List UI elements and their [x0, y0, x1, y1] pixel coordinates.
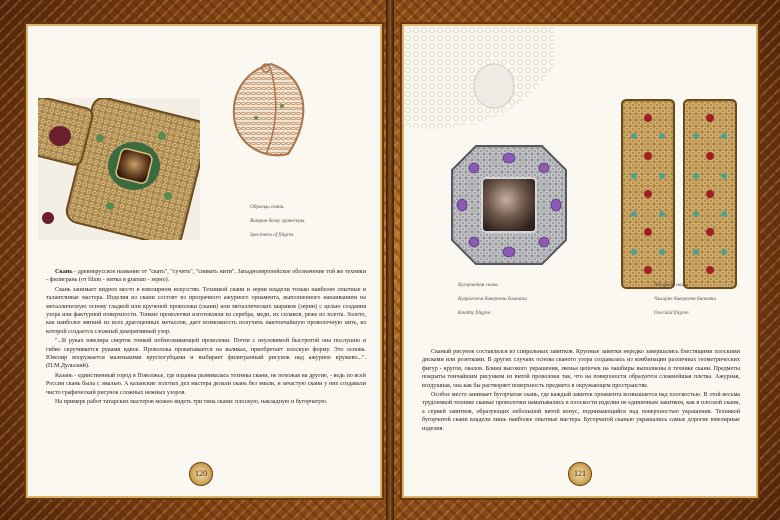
right-paragraph: Сканый рисунок составлялся из спиральных завитков. Крупные завитки нередко завершались блестящими плоскими дисками или розетками. В других случаях основа сканого узора создавалась из комбинации различных геометрических фигур - кругов, овалов. Блики высокого украшения, звенья цепочек на чашбиры выполнены в технике скани. Предметы покрыты тончайшим рисунком из витой проволоки так, что на поверхности образуется сложнейшая плетка. Ажурная, воздушная, она как бы растворяет поверхность предмета в окружающем пространстве. — [422, 349, 740, 389]
right-caption-4: Ажурная скань. — [654, 282, 690, 288]
belt-panels-photo — [618, 96, 742, 292]
left-paragraph: Скань занимает видное место в ювелирном искусстве. Техникой скани и зерни владели только наиболее опытные и талантливые мастера. Изделия из скани состоят из прозрачного ажурного орнамента, выполненного напаиванием на металлическую основу гладкой или крученой проволоки (скани) или металлических шариков (зерни) с целью создания узора или фактурной поверхности. Тонкие проволочки изготовляли из серебра, меди, их сплавов, реже из золота. Золото, как наиболее мягкий из всех драгоценных металлов, дает возможность получить наитончайшую проволочную нить, из которой создается сложный декоративный узор. — [46, 286, 366, 335]
bracelet-photo — [38, 98, 200, 240]
left-body-text — [46, 268, 366, 408]
left-paragraph: Казань - единственный город в Поволжье, где издавна развивалась техника скани, не похожая на другие, - ведь по всей России скань была с эмалью. А казанские золотых дел мастера делали скань без эмали, и зачастую скани у них создавали чисто графический рисунок сложных нежных узоров. — [46, 372, 366, 396]
left-paragraph: Скань - древнерусское название от "скать", "сучить", "свивать нити". Западноевропейское обозначение той же техники - филигрань (от filum - нитка и granum - зерно). — [46, 269, 366, 284]
left-paragraph: "...В руках ювелира сверток тонкой поблескивающей проволоки. Почти с неуловимой быстротой она послушно и гибко скручивается руками вдвое. Проволока прокатывается на валиках, приобретает плоскую форму. Это основа. Ювелир вооружается маленькими круглогубцами и выбирает филигранный рисунок над ажурное кружево...". (П.М.Дульский). — [46, 338, 366, 370]
page-number-left: 120 — [189, 462, 213, 486]
right-paragraph: Особое место занимает бугорчатая скань, где каждый завиток орнамента возвышается над плоскостью. В этой весьма трудоемкой технике сканые проволочки наматывались в плоскости изделия не единичным завитком, как в плоской скани, а серией завитков, образующих небольшой витой конус, поднимающийся над поверхностью украшения. Техникой бугорчатой скани владели лишь наиболее опытные мастера. Бугорчатой сканью украшались самые дорогие ювелирные изделия. — [422, 392, 740, 432]
right-caption-3: Knobby filigree. — [458, 310, 492, 316]
octagon-brooch-photo — [448, 142, 570, 268]
leaf-pendant-photo — [226, 56, 316, 166]
left-caption-2: Витрин белку гранесеры. — [250, 218, 306, 224]
lace-background — [404, 26, 554, 136]
left-caption-3: Specimens of filigree. — [250, 232, 295, 238]
left-caption-1: Образцы скани. — [250, 204, 285, 210]
right-page — [404, 26, 756, 496]
right-body-text — [422, 348, 740, 434]
right-caption-1: Бугорчатая скань. — [458, 282, 500, 288]
book-spine — [386, 0, 394, 520]
right-caption-5: Чилорпе бивергени биповта — [654, 296, 717, 302]
left-page — [28, 26, 380, 496]
right-caption-2: Кувригоесм бивергени бамовгы — [458, 296, 527, 302]
page-number-right: 121 — [568, 462, 592, 486]
left-paragraph: На примере работ татарских мастеров можно видеть три типа скани: плоскую, накладную и бугорчатую. — [55, 399, 328, 406]
right-caption-6: Overlaid filigree. — [654, 310, 690, 316]
